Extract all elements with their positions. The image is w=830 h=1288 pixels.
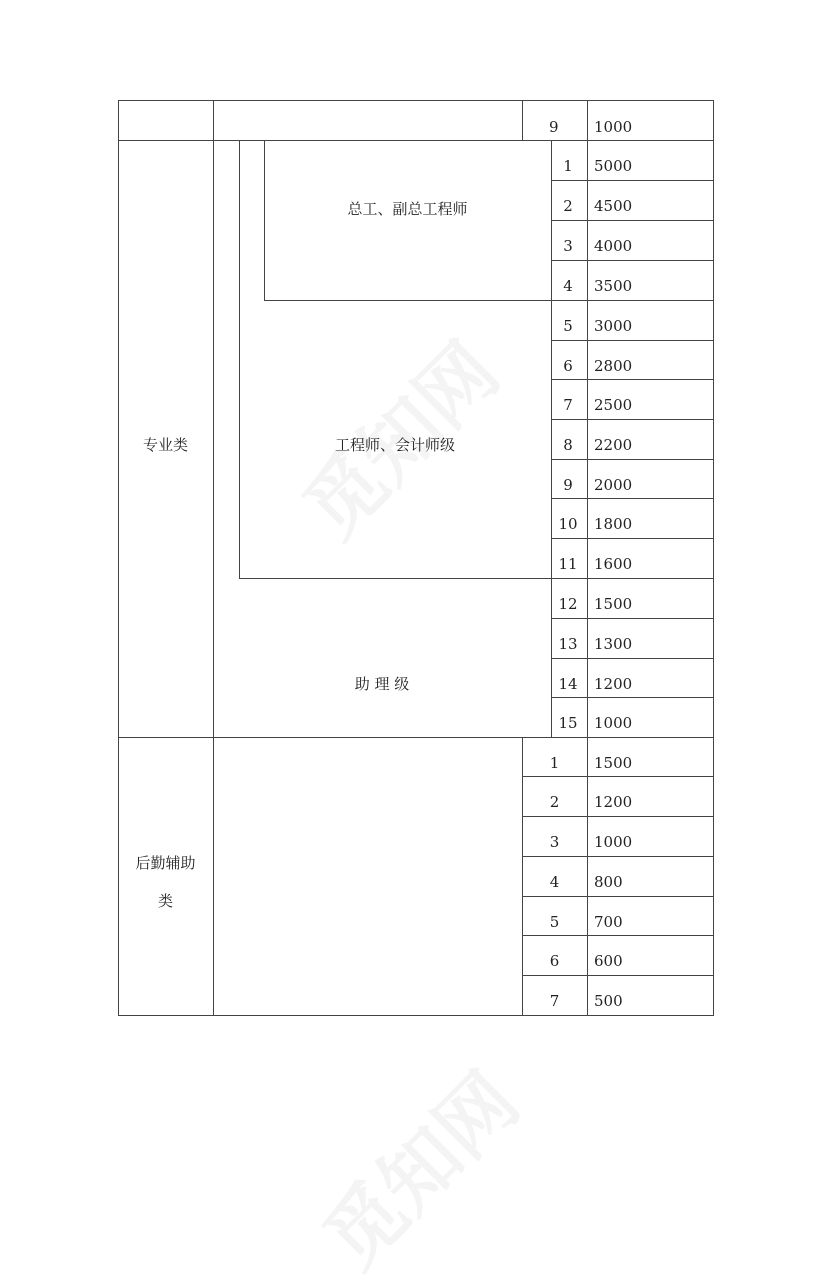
top-amount: 1000 [594,118,633,136]
table-border [213,100,214,1016]
table-border [551,697,714,698]
professional-grade: 6 [563,357,573,375]
logistics-grade: 3 [549,833,560,851]
subgroup-chief-engineer: 总工、副总工程师 [347,200,468,218]
category-logistics-line1: 后勤辅助 [135,854,196,872]
table-border [522,975,714,976]
professional-amount: 2800 [594,357,633,375]
professional-amount: 4500 [594,197,633,215]
table-border [551,618,714,619]
professional-amount: 3500 [594,277,633,295]
professional-amount: 1600 [594,555,633,573]
table-border [551,498,714,499]
logistics-grade: 2 [549,793,560,811]
table-border [551,379,714,380]
table-border [118,1015,714,1016]
table-border [522,896,714,897]
category-logistics-line2: 类 [157,892,173,910]
table-border [551,419,714,420]
professional-grade: 1 [563,157,573,175]
logistics-amount: 1500 [594,754,633,772]
logistics-grade: 1 [549,754,560,772]
professional-amount: 1500 [594,595,633,613]
professional-amount: 4000 [594,237,633,255]
professional-grade: 7 [563,396,573,414]
table-border [587,100,588,141]
professional-amount: 2200 [594,436,633,454]
table-border [551,260,714,261]
table-border [118,100,119,1016]
professional-amount: 1300 [594,635,633,653]
table-border [551,578,714,579]
table-border [551,180,714,181]
professional-grade: 9 [563,476,573,494]
logistics-grade: 5 [549,913,560,931]
professional-grade: 10 [558,515,578,533]
table-border [118,100,714,101]
logistics-amount: 600 [594,952,623,970]
table-border [522,816,714,817]
professional-amount: 2500 [594,396,633,414]
professional-grade: 12 [558,595,578,613]
table-border [551,300,714,301]
subgroup-assistant: 助 理 级 [354,675,410,693]
table-border [587,140,588,738]
professional-grade: 3 [563,237,573,255]
professional-grade: 8 [563,436,573,454]
professional-amount: 5000 [594,157,633,175]
logistics-amount: 800 [594,873,623,891]
logistics-amount: 700 [594,913,623,931]
logistics-grade: 4 [549,873,560,891]
professional-grade: 2 [563,197,573,215]
professional-amount: 3000 [594,317,633,335]
table-border [551,459,714,460]
table-border [522,935,714,936]
table-border [713,100,714,1016]
subgroup-engineer: 工程师、会计师级 [334,436,455,454]
logistics-amount: 500 [594,992,623,1010]
professional-amount: 2000 [594,476,633,494]
top-grade: 9 [549,118,559,136]
logistics-grade: 7 [549,992,560,1010]
professional-grade: 14 [558,675,578,693]
category-professional: 专业类 [142,436,188,454]
table-border [239,578,552,579]
table-border [118,140,714,141]
professional-amount: 1800 [594,515,633,533]
professional-grade: 4 [563,277,573,295]
table-border [239,140,240,579]
professional-grade: 11 [558,555,578,573]
logistics-amount: 1200 [594,793,633,811]
table-border [264,300,552,301]
table-border [551,658,714,659]
professional-amount: 1000 [594,714,633,732]
table-border [551,538,714,539]
table-border [522,100,523,141]
watermark [295,1044,540,1288]
professional-amount: 1200 [594,675,633,693]
logistics-grade: 6 [549,952,560,970]
professional-grade: 5 [563,317,573,335]
table-border [522,776,714,777]
logistics-amount: 1000 [594,833,633,851]
table-border [551,220,714,221]
table-border [551,340,714,341]
professional-grade: 15 [558,714,578,732]
table-border [264,140,265,301]
professional-grade: 13 [558,635,578,653]
table-border [522,856,714,857]
table-border [118,737,714,738]
